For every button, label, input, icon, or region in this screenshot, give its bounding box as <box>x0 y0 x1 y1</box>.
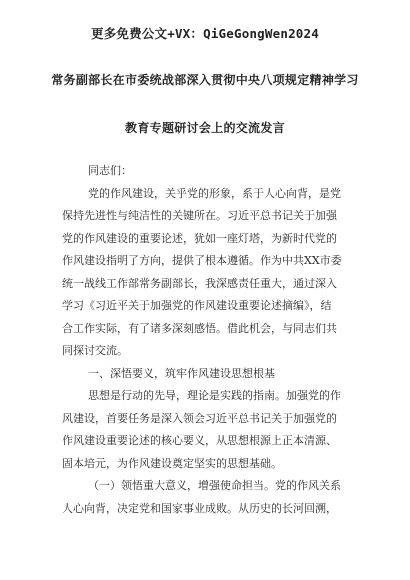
subsection-line: （一）领悟重大意义，增强使命担当。党的作风关系 <box>88 479 341 492</box>
body-line: 固本培元，为作风建设奠定坚实的思想基础。 <box>62 456 282 470</box>
salutation: 同志们： <box>88 164 132 177</box>
body-line: 思想是行动的先导，理论是实践的指南。加强党的作 <box>88 389 341 402</box>
body-line: 作风建设重要论述的核心要义，从思想根源上正本清源、 <box>62 434 337 447</box>
body-line: 合工作实际，有了诸多深刻感悟。借此机会，与同志们共 <box>62 321 337 335</box>
body-line: 人心向背，决定党和国家事业成败。从历史的长河回溯， <box>62 501 337 515</box>
body-line: 作风建设指明了方向，提供了根本遵循。作为中共XX市委 <box>62 254 342 267</box>
body-line: 党的作风建设的重要论述，犹如一座灯塔，为新时代党的 <box>62 231 337 245</box>
body-line: 保持先进性与纯洁性的关键所在。习近平总书记关于加强 <box>62 209 337 222</box>
document-title-line-1: 常务副部长在市委统战部深入贯彻中央八项规定精神学习 <box>51 73 359 87</box>
section-heading: 一、深悟要义，筑牢作风建设思想根基 <box>88 366 275 380</box>
body-line: 学习《习近平关于加强党的作风建设重要论述摘编》，结 <box>62 299 332 312</box>
document-body <box>62 160 362 520</box>
document-title-line-2: 教育专题研讨会上的交流发言 <box>125 121 285 135</box>
body-line: 风建设，首要任务是深入领会习近平总书记关于加强党的 <box>62 411 337 425</box>
body-line: 统一战线工作部常务副部长，我深感责任重大，通过深入 <box>62 276 337 290</box>
body-line: 党的作风建设，关乎党的形象，系于人心向背，是党 <box>88 186 341 200</box>
watermark-header: 更多免费公文+VX：QiGeGongWen2024 <box>91 26 319 41</box>
body-line: 同探讨交流。 <box>62 344 128 357</box>
